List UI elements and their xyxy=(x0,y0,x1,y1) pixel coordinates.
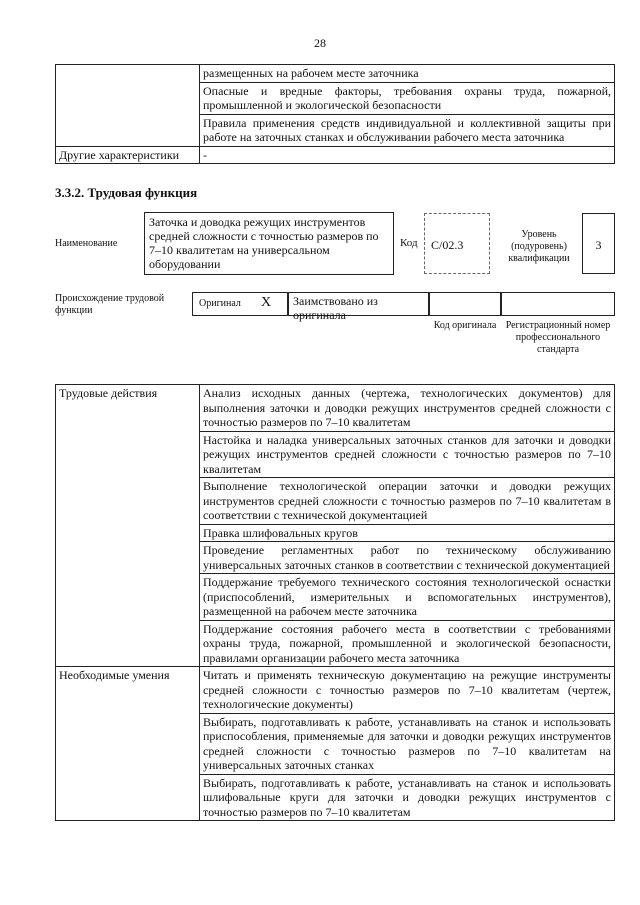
origin-reg-cell xyxy=(501,292,615,316)
table-cell: Правка шлифовальных кругов xyxy=(200,524,615,542)
original-cell xyxy=(192,292,288,316)
table-cell: Анализ исходных данных (чертежа, технологических документов) для выполнения заточки и доводки режущих инструментов средней сложности с точностью размеров по 7–10 квалитетам xyxy=(200,385,615,432)
table-cell: Выбирать, подготавливать к работе, устанавливать на станок и использовать приспособления, применяемые для заточки и доводки режущих инструментов средней сложности с точностью размеров по 7–10 квалитетам на универсальных заточных станках xyxy=(200,713,615,774)
reg-caption: Регистрационный номер профессионального стандарта xyxy=(505,320,611,355)
table-cell: - xyxy=(200,146,615,164)
function-name: Заточка и доводка режущих инструментов средней сложности с точностью размеров по 7–10 квалитетам на универсальном оборудовании xyxy=(144,212,394,275)
table-row xyxy=(56,667,615,714)
table-cell: Настойка и наладка универсальных заточных станков для заточки и доводки режущих инструментов средней сложности с точностью размеров по 7–10 квалитетам xyxy=(200,431,615,478)
table-row xyxy=(56,385,615,432)
table-row xyxy=(56,146,615,164)
page-number: 28 xyxy=(314,36,326,50)
code-label: Код xyxy=(400,237,418,249)
table-row xyxy=(56,65,615,83)
origin-label: Происхождение трудовой функции xyxy=(55,293,165,316)
table-cell: Опасные и вредные факторы, требования охраны труда, пожарной, промышленной и экологической безопасности xyxy=(200,82,615,114)
group-label: Трудовые действия xyxy=(56,385,200,667)
table-cell: размещенных на рабочем месте заточника xyxy=(200,65,615,83)
group-label: Необходимые умения xyxy=(56,667,200,821)
table-cell: Поддержание состояния рабочего места в соответствии с требованиями охраны труда, пожарной, промышленной и экологической безопасности, правилами организации рабочего места заточника xyxy=(200,620,615,667)
table-cell: Выполнение технологической операции заточки и доводки режущих инструментов средней сложности с точностью размеров по 7–10 квалитетам в соответствии с технической документацией xyxy=(200,478,615,525)
borrowed-label: Заимствовано из оригинала xyxy=(288,292,429,316)
function-code: С/02.3 xyxy=(424,213,490,274)
origin-code-cell xyxy=(429,292,501,316)
level-value: 3 xyxy=(582,213,615,274)
table-cell: Правила применения средств индивидуальной и коллективной защиты при работе на заточных станках и обслуживании рабочего места заточника xyxy=(200,114,615,146)
original-label: Оригинал xyxy=(199,298,241,309)
row-label: Другие характеристики xyxy=(56,146,200,164)
table-cell: Читать и применять техническую документацию на режущие инструменты средней сложности с точностью размеров по 7–10 квалитетам (чертеж, технологические документы) xyxy=(200,667,615,714)
level-label: Уровень (подуровень) квалификации xyxy=(508,229,570,264)
table-cell: Выбирать, подготавливать к работе, устанавливать на станок и использовать шлифовальные круги для заточки и доводки режущих инструментов с точностью размеров по 7–10 квалитетам xyxy=(200,774,615,821)
code-caption: Код оригинала xyxy=(433,320,497,331)
original-mark: Х xyxy=(261,295,272,310)
row-label xyxy=(56,65,200,147)
section-title: 3.3.2. Трудовая функция xyxy=(55,185,198,200)
name-label: Наименование xyxy=(55,238,118,249)
table-cell: Поддержание требуемого технического состояния технологической оснастки (приспособлений, измерительных и вспомогательных инструментов), размещенной на рабочем месте заточника xyxy=(200,574,615,621)
table-cell: Проведение регламентных работ по техническому обслуживанию универсальных заточных станков в соответствии с технической документацией xyxy=(200,542,615,574)
top-table xyxy=(55,64,615,164)
main-table xyxy=(55,384,615,821)
